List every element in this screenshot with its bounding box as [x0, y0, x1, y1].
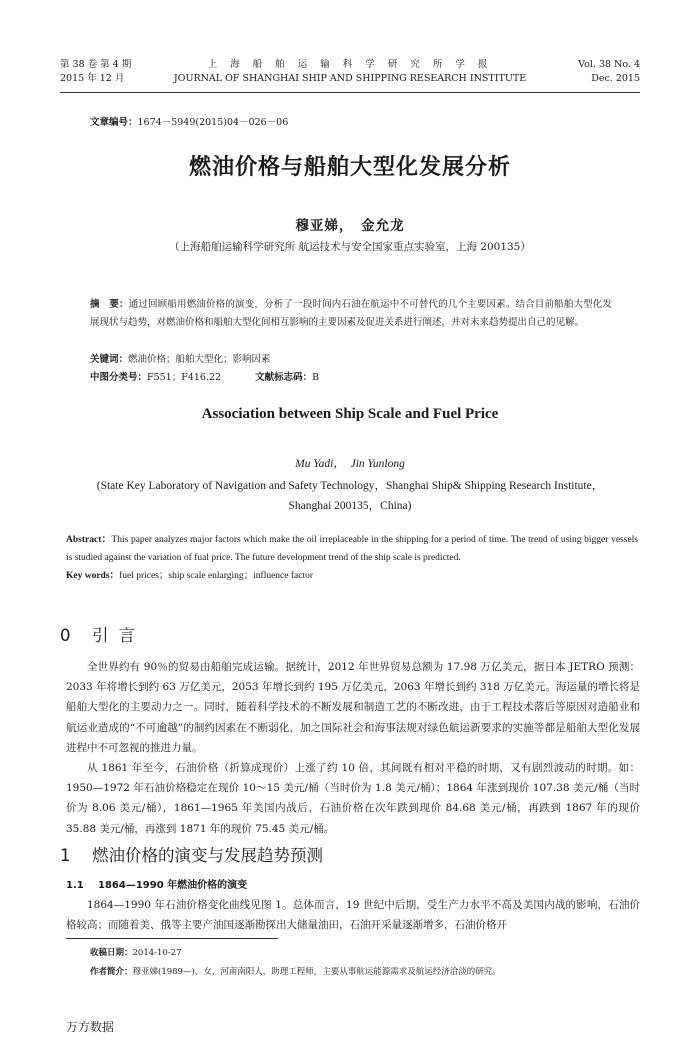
abstract-cn-label: 摘 要： [90, 299, 129, 310]
header-right [578, 58, 640, 86]
header-center [60, 58, 640, 86]
section-title: 引言 [92, 626, 145, 645]
section-heading-fuel-price [60, 842, 323, 866]
paragraph: 1864—1990 年石油价格变化曲线见图 1。总体而言，19 世纪中后期，受生产力水平不高及美国内战的影响，石油价格较高；而随着美、俄等主要产油国逐渐勘探出大储量油田，石油开采量逐渐增多，石油价格开 [66, 899, 640, 932]
affiliation-en-line1: (State Key Laboratory of Navigation and Safety Technology，Shanghai Ship& Shipping Research Institute， [96, 480, 604, 492]
doc-code-label: 文献标志码： [255, 372, 313, 383]
paragraph: 从 1861 年至今，石油价格（折算成现价）上涨了约 10 倍，其间既有相对平稳的时期，又有剧烈波动的时期。如：1950—1972 年石油价格稳定在现价 10～15 美元/桶（当时价为 1.8 美元/桶）；1864 年涨到现价 107.38 美元/桶（当时价为 8.06 美元/桶），1861—1965 年美国内战后，石油价格在次年跌到现价 84.68 美元/桶，再跌到 1867 年的现价 35.88 美元/桶，再涨到 1871 年的现价 75.45 美元/桶。 [66, 762, 640, 835]
keywords-cn-text: 燃油价格；船舶大型化；影响因素 [128, 354, 271, 365]
affiliation-en-line2: Shanghai 200135，China) [288, 500, 412, 512]
footnote-received [90, 946, 182, 958]
page-title: 燃油价格与船舶大型化发展分析 [188, 155, 511, 180]
section-number: 0 [60, 626, 71, 645]
subsection-heading [66, 876, 247, 891]
title-en: Association between Ship Scale and Fuel Price [201, 406, 499, 422]
affiliation-en [60, 476, 640, 516]
date-en: Dec. 2015 [591, 73, 640, 84]
keywords-cn-label: 关键词： [90, 354, 129, 365]
authors-cn: 穆亚娣， 金允龙 [295, 218, 405, 234]
subsection-number: 1.1 [66, 880, 84, 891]
received-label: 收稿日期： [90, 948, 133, 958]
introduction-body [66, 657, 640, 839]
keywords-en [66, 567, 313, 581]
received-date: 2014-10-27 [132, 948, 182, 958]
author-bio-text: 穆亚娣(1989—)，女，河南南阳人，助理工程师，主要从事航运能源需求及航运经济洽淡的研究。 [132, 967, 501, 977]
article-number-value: 1674－5949(2015)04－026－06 [137, 117, 289, 128]
abstract-en [66, 531, 638, 567]
abstract-cn [90, 296, 612, 332]
keywords-en-label: Key words： [66, 571, 120, 581]
keywords-en-text: fuel prices；ship scale enlarging；influence factor [119, 571, 314, 581]
doc-code-value: B [312, 372, 320, 383]
paragraph: 全世界约有 90％的贸易由船舶完成运输。据统计，2012 年世界贸易总额为 17.98 万亿美元，据日本 JETRO 预测：2033 年将增长到约 63 万亿美元，2053 年增长到约 195 万亿美元，2063 年增长到约 318 万亿美元。海运量的增长将是船舶大型化的主要动力之一。同时，随着科学技术的不断发展和制造工艺的不断改进，由于工程技术落后等原因对造船业和航运业造成的“不可逾越”的制约因素在不断弱化，加之国际社会和海事法规对绿色航运新要求的实施等都是船舶大型化发展进程中不可忽视的推进力量。 [66, 661, 640, 754]
volume-en: Vol. 38 No. 4 [578, 59, 640, 70]
abstract-en-label: Abstract： [66, 535, 112, 545]
date-cn: 2015 年 12 月 [60, 73, 125, 84]
volume-cn: 第 38 卷 第 4 期 [60, 59, 132, 70]
footnote-author-bio [90, 965, 501, 977]
journal-name-en: JOURNAL OF SHANGHAI SHIP AND SHIPPING RESEARCH INSTITUTE [173, 73, 527, 84]
author-bio-label: 作者简介： [90, 967, 133, 977]
clc-value: F551；F416.22 [147, 372, 222, 383]
section-heading-introduction [60, 622, 145, 646]
subsection-title: 1864—1990 年燃油价格的演变 [98, 880, 248, 891]
article-number [90, 114, 288, 128]
abstract-en-text: This paper analyzes major factors which make the oil irreplaceable in the shipping for a period of time. The trend of using bigger vessels is studied against the variation of fual price. The future development trend of the ship scale is predicted. [66, 535, 638, 563]
authors-en: Mu Yadi， Jin Yunlong [295, 458, 405, 470]
running-header [60, 58, 640, 93]
journal-name-cn: 上 海 船 舶 运 输 科 学 研 究 所 学 报 [207, 59, 493, 70]
article-number-label: 文章编号： [90, 117, 138, 128]
abstract-cn-text: 通过回顾船用燃油价格的演变，分析了一段时间内石油在航运中不可替代的几个主要因素。结合目前船舶大型化发展现状与趋势，对燃油价格和船舶大型化间相互影响的主要因素及促进关系进行阐述，并对未来趋势提出自己的见解。 [90, 299, 612, 328]
subsection-body [66, 895, 640, 935]
classification-line [90, 369, 319, 383]
section-title: 燃油价格的演变与发展趋势预测 [92, 846, 323, 865]
watermark: 万方数据 [66, 1020, 115, 1034]
footnote-divider [66, 938, 278, 939]
section-number: 1 [60, 846, 71, 865]
keywords-cn [90, 351, 271, 365]
affiliation-cn: （上海船舶运输科学研究所 航运技术与安全国家重点实验室，上海 200135） [169, 241, 531, 253]
clc-label: 中图分类号： [90, 372, 148, 383]
